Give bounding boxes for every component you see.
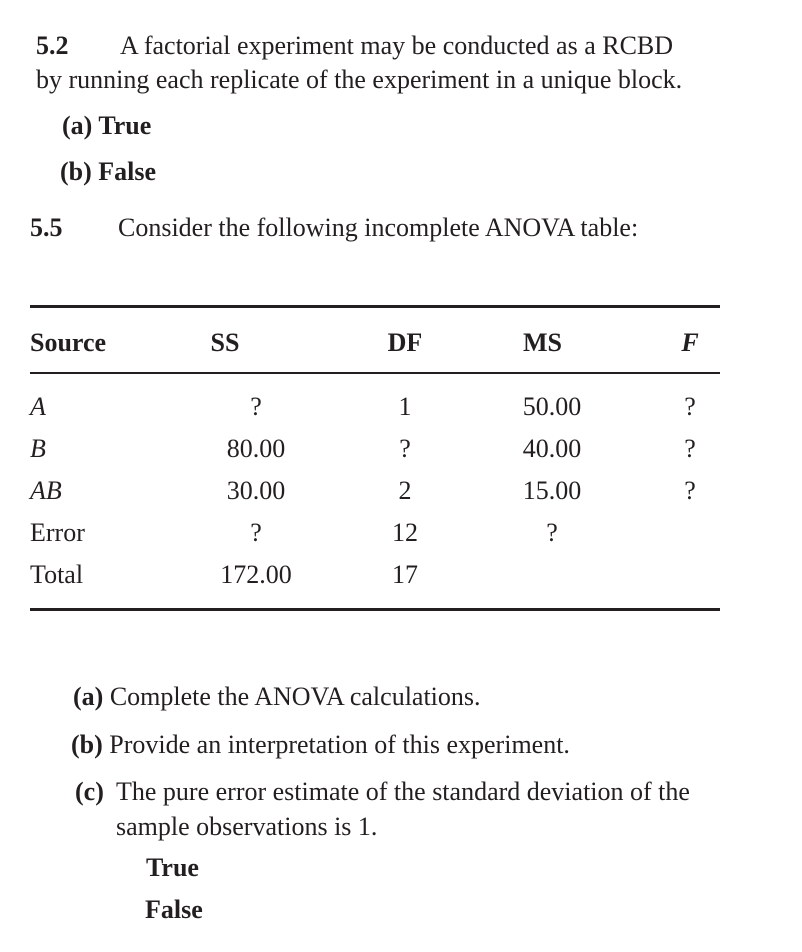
question-c-text-line1: The pure error estimate of the standard deviation of the — [116, 777, 690, 806]
cell-df: 17 — [392, 560, 418, 589]
question-b — [71, 730, 570, 760]
cell-df: 12 — [392, 518, 418, 547]
problem-5-2-number: 5.2 — [36, 31, 69, 60]
cell-source: Total — [30, 560, 84, 589]
table-header-rule — [30, 372, 720, 374]
problem-5-2-option-a — [62, 111, 151, 141]
header-source: Source — [30, 328, 107, 357]
cell-f: ? — [684, 476, 696, 505]
cell-ms: ? — [546, 518, 558, 547]
cell-source: A — [30, 392, 46, 421]
question-a — [73, 682, 481, 712]
question-label: (b) — [71, 730, 103, 759]
question-c-text-line2: sample observations is 1. — [116, 812, 378, 841]
option-text: True — [98, 111, 152, 140]
option-text: False — [98, 157, 157, 186]
cell-ms: 40.00 — [522, 434, 582, 463]
table-top-rule — [30, 305, 720, 308]
cell-ss: ? — [250, 518, 262, 547]
cell-f: ? — [684, 434, 696, 463]
cell-df: ? — [399, 434, 411, 463]
header-ss: SS — [210, 328, 240, 357]
question-text: Complete the ANOVA calculations. — [109, 682, 481, 711]
option-label: (a) — [62, 111, 93, 140]
header-df: DF — [387, 328, 423, 357]
header-f: F — [681, 328, 699, 357]
problem-5-5-number: 5.5 — [30, 213, 63, 242]
cell-ms: 15.00 — [522, 476, 582, 505]
cell-source: B — [30, 434, 46, 463]
cell-ss: 172.00 — [220, 560, 292, 589]
problem-5-2-text-line1: A factorial experiment may be conducted as a RCBD — [120, 31, 674, 60]
option-label: (b) — [60, 157, 92, 186]
problem-5-5-text: Consider the following incomplete ANOVA table: — [118, 213, 639, 242]
cell-df: 2 — [398, 476, 412, 505]
question-c-option-false: False — [145, 895, 203, 924]
cell-ms: 50.00 — [522, 392, 582, 421]
question-text: Provide an interpretation of this experiment. — [109, 730, 570, 759]
cell-df: 1 — [398, 392, 412, 421]
header-ms: MS — [523, 328, 562, 357]
question-c-label: (c) — [75, 777, 104, 806]
cell-ss: ? — [250, 392, 262, 421]
cell-ss: 30.00 — [226, 476, 286, 505]
question-label: (a) — [73, 682, 104, 711]
cell-f: ? — [684, 392, 696, 421]
problem-5-2-option-b — [60, 157, 156, 187]
table-bottom-rule — [30, 608, 720, 611]
problem-5-2-text-line2: by running each replicate of the experiment in a unique block. — [36, 65, 683, 94]
cell-ss: 80.00 — [226, 434, 286, 463]
cell-source: Error — [30, 518, 85, 547]
cell-source: AB — [30, 476, 62, 505]
question-c-option-true: True — [146, 853, 199, 882]
